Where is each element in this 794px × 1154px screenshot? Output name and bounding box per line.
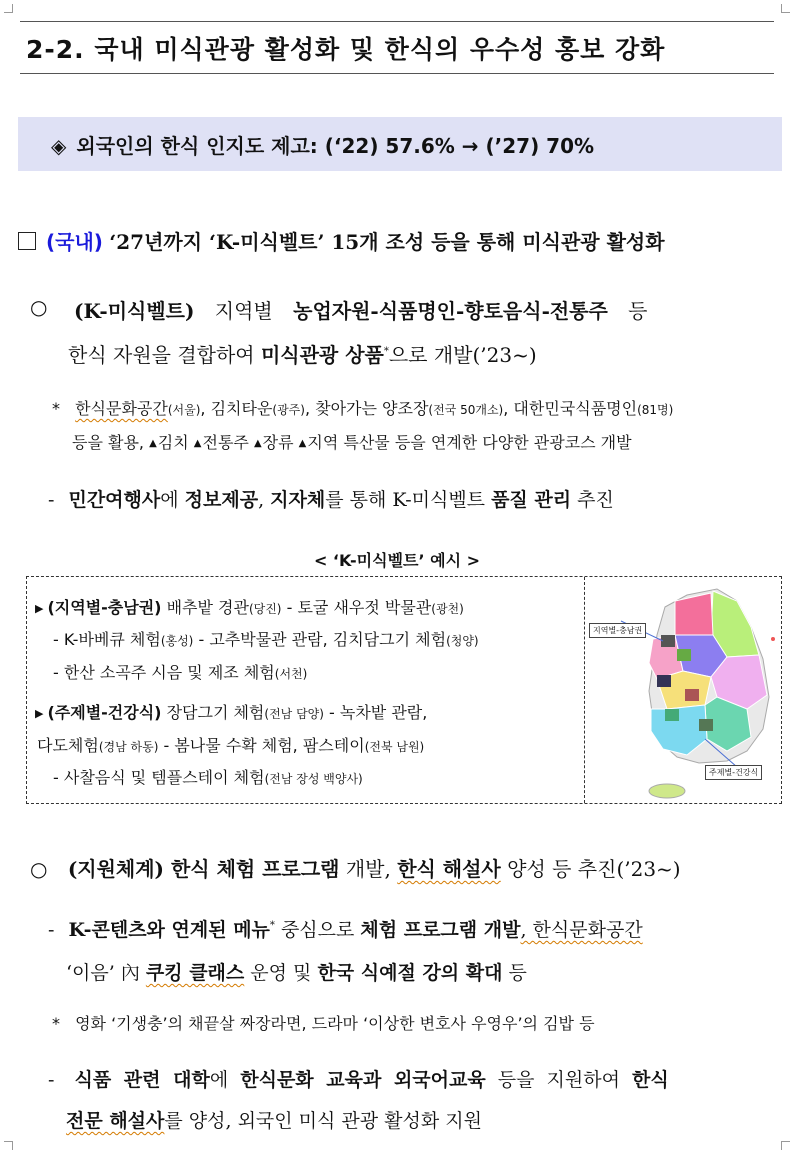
triangle-icon: ▲ xyxy=(193,438,202,449)
note1-course-item: 지역 특산물 xyxy=(307,433,390,452)
title-bottom-rule xyxy=(20,73,774,74)
circle-bullet-icon: ○ xyxy=(30,295,48,319)
crop-mark xyxy=(781,1141,790,1150)
footnote-star: * xyxy=(52,1014,60,1033)
bullet2-text: 양성 등 추진(’23~) xyxy=(500,857,681,881)
crop-mark xyxy=(4,1141,13,1150)
note1-line2 xyxy=(72,430,632,453)
example-text: 배추밭 경관 xyxy=(161,598,249,617)
bullet1-product: 미식관광 상품 xyxy=(260,343,384,367)
dash-bullet: - xyxy=(48,489,55,511)
crop-mark xyxy=(781,4,790,13)
dash1-text: 추진 xyxy=(571,489,614,511)
dash2-emphasis: 쿠킹 클래스 xyxy=(145,962,245,984)
example-text: 다도체험 xyxy=(37,736,99,755)
bullet1-text: 등 xyxy=(607,299,648,323)
map-label-region: 지역별-충남권 xyxy=(589,623,646,638)
note2-line xyxy=(52,1011,595,1034)
bullet1-text: 으로 개발(’23~) xyxy=(388,343,537,367)
checkbox-square-icon xyxy=(18,232,36,250)
note1-item: , 찾아가는 양조장 xyxy=(304,399,429,418)
dash1-text: 에 xyxy=(160,489,185,511)
triangle-icon: ▲ xyxy=(149,438,157,449)
example-location: (전남 담양) xyxy=(264,707,324,721)
footnote-mark: * xyxy=(383,346,389,357)
bullet1-text: 지역별 xyxy=(194,299,294,323)
example-box xyxy=(26,576,782,804)
example-location: (홍성) xyxy=(160,634,194,648)
map-region-jeju xyxy=(649,784,685,798)
example-text: - 한산 소곡주 시음 및 제조 체험 xyxy=(53,663,275,682)
note1-text: 등을 연계한 다양한 관광코스 개발 xyxy=(389,433,632,452)
triangle-icon: ▲ xyxy=(253,438,262,449)
crop-mark xyxy=(4,4,13,13)
dash1-text: 를 통해 K-미식벨트 xyxy=(325,489,492,511)
dash3-line1 xyxy=(48,1065,669,1092)
dash2-emphasis: 한국 식예절 강의 확대 xyxy=(317,962,503,984)
goal-banner-text xyxy=(51,130,594,159)
map-photo-thumb xyxy=(657,675,671,687)
goal-text: 외국인의 한식 인지도 제고: (‘22) 57.6% → (’27) 70% xyxy=(76,134,595,158)
map-photo-thumb xyxy=(685,689,699,701)
dash1-emphasis: 지자체 xyxy=(270,489,326,511)
heading-prefix: (국내) xyxy=(46,230,103,254)
note1-course-item: 김치 xyxy=(157,433,194,452)
footnote-star: * xyxy=(52,399,60,418)
example-location: (광천) xyxy=(431,602,464,616)
example-text: - 녹차밭 관람, xyxy=(323,703,428,722)
note1-course-item: 전통주 xyxy=(202,433,254,452)
example-text: - 사찰음식 및 템플스테이 체험 xyxy=(53,768,265,787)
map-island-dot xyxy=(771,637,775,641)
bullet-line xyxy=(30,295,47,319)
example-text: - 봄나물 수확 체험, 팜스테이 xyxy=(158,736,365,755)
dash3-text: 를 양성, 외국인 미식 관광 활성화 지원 xyxy=(164,1110,482,1132)
arrow-right-icon: ▶ xyxy=(35,602,44,615)
example-row xyxy=(53,765,363,788)
note1-location: (서울) xyxy=(167,403,201,417)
bullet1-line2 xyxy=(68,339,537,368)
dash3-emphasis: 식품 관련 대학 xyxy=(74,1069,210,1091)
title-top-rule xyxy=(20,21,774,22)
dash3-text: 에 xyxy=(209,1069,241,1091)
note1-course-item: 장류 xyxy=(262,433,299,452)
dash3-line2 xyxy=(66,1106,482,1133)
bullet1-resources: 농업자원-식품명인-향토음식-전통주 xyxy=(293,299,608,323)
example-divider xyxy=(584,577,585,803)
example-location: (전남 장성 백양사) xyxy=(264,772,363,786)
bullet1-text: 한식 자원을 결합하여 xyxy=(68,343,261,367)
example-location: (전북 남원) xyxy=(364,740,425,754)
dash2-text: ‘이음’ 內 xyxy=(66,962,146,984)
bullet2-text: 개발, xyxy=(339,857,398,881)
example-row xyxy=(37,733,424,756)
example-location: (청양) xyxy=(446,634,479,648)
bullet2-emphasis: 한식 해설사 xyxy=(397,857,501,881)
dash1-text: , xyxy=(258,489,271,511)
dash2-emphasis: 체험 프로그램 개발 xyxy=(360,919,521,941)
map-photo-thumb xyxy=(677,649,691,661)
note1-item: , 김치타운 xyxy=(200,399,273,418)
dash-bullet: - xyxy=(48,1069,55,1091)
map-photo-thumb xyxy=(665,709,679,721)
note1-text: 등을 활용, xyxy=(72,433,150,452)
footnote-mark: * xyxy=(269,920,275,931)
bullet2-line xyxy=(30,853,681,882)
dash-bullet: - xyxy=(48,919,55,941)
example-row xyxy=(35,700,427,723)
note1-item: , 대한민국식품명인 xyxy=(503,399,638,418)
example-location: (경남 하동) xyxy=(98,740,159,754)
dash2-text: 등 xyxy=(502,962,527,984)
example-text: - 고추박물관 관람, 김치담그기 체험 xyxy=(193,630,447,649)
map-label-theme: 주제별-건강식 xyxy=(705,765,762,780)
example-location: (서천) xyxy=(274,667,308,681)
note2-text: 영화 ‘기생충’의 채끝살 짜장라면, 드라마 ‘이상한 변호사 우영우’의 김밥 등 xyxy=(75,1014,595,1033)
example-region-label: (지역별-충남권) xyxy=(47,598,162,617)
circle-bullet-icon: ○ xyxy=(30,857,48,881)
dash2-emphasis: K-콘텐츠와 연계된 메뉴 xyxy=(68,919,270,941)
example-text: - K-바베큐 체험 xyxy=(53,630,161,649)
dash2-line1 xyxy=(48,915,643,942)
example-location: (당진) xyxy=(248,602,282,616)
diamond-icon: ◈ xyxy=(51,134,67,158)
example-row xyxy=(53,627,479,650)
dash2-text: , 한식문화공간 xyxy=(520,919,643,941)
dash2-text: 중심으로 xyxy=(274,919,361,941)
note1-location: (전국 50개소) xyxy=(428,403,504,417)
note1-location: (광주) xyxy=(272,403,305,417)
dash3-emphasis: 한식문화 교육과 외국어교육 xyxy=(240,1069,486,1091)
dash3-emphasis: 전문 해설사 xyxy=(66,1110,165,1132)
note1-item: 한식문화공간 xyxy=(75,399,168,418)
map-photo-thumb xyxy=(699,719,713,731)
dash1-emphasis: 정보제공 xyxy=(184,489,259,511)
bullet1-label: (K-미식벨트) xyxy=(74,299,195,323)
dash2-line2 xyxy=(66,958,527,985)
heading-emphasis: 미식관광 활성화 xyxy=(522,230,665,254)
example-text: 장담그기 체험 xyxy=(161,703,265,722)
section-heading xyxy=(18,226,665,255)
dash3-emphasis: 한식 xyxy=(631,1069,669,1091)
dash3-text: 등을 지원하여 xyxy=(485,1069,632,1091)
dash1-emphasis: 품질 관리 xyxy=(491,489,572,511)
bullet2-emphasis: (지원체계) 한식 체험 프로그램 xyxy=(67,857,340,881)
dash1-emphasis: 민간여행사 xyxy=(68,489,161,511)
note1-line1 xyxy=(52,396,673,419)
triangle-icon: ▲ xyxy=(298,438,307,449)
map-photo-thumb xyxy=(661,635,675,647)
page-title: 2-2. 국내 미식관광 활성화 및 한식의 우수성 홍보 강화 xyxy=(26,35,666,64)
example-row xyxy=(53,660,307,683)
example-theme-label: (주제별-건강식) xyxy=(47,703,162,722)
dash1-line xyxy=(48,485,614,512)
korea-map-illustration xyxy=(587,579,781,801)
example-text: - 토굴 새우젓 박물관 xyxy=(281,598,432,617)
arrow-right-icon: ▶ xyxy=(35,707,44,720)
example-caption: < ‘K-미식벨트’ 예시 > xyxy=(313,551,481,570)
heading-text: ‘27년까지 ‘K-미식벨트’ 15개 조성 등을 통해 xyxy=(109,230,523,254)
example-row xyxy=(35,595,464,618)
bullet1-line1 xyxy=(74,295,648,324)
goal-banner xyxy=(18,117,782,171)
note1-location: (81명) xyxy=(637,403,674,417)
dash2-text: 운영 및 xyxy=(244,962,318,984)
